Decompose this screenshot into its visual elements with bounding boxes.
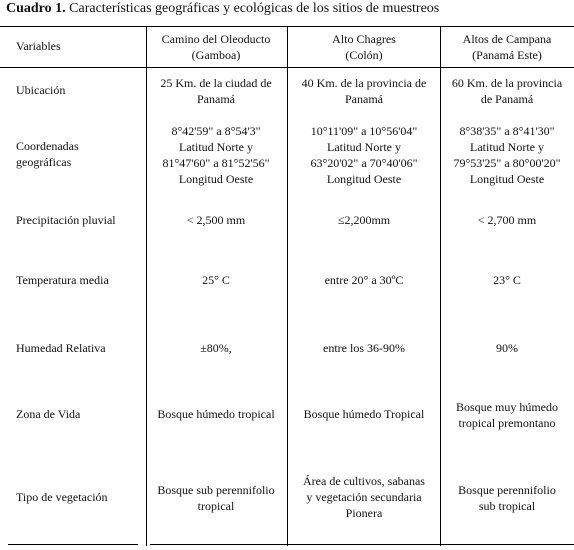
cell-humedad-alto-chagres: entre los 36-90%	[323, 341, 405, 355]
cell-precipitacion-gamboa: < 2,500 mm	[186, 213, 246, 227]
row-label-zona-de-vida: Zona de Vida	[16, 407, 81, 421]
bottom-rule-right	[150, 544, 574, 545]
caption-number: Cuadro 1.	[6, 1, 66, 16]
cell-zona-altos-campana: Bosque muy húmedo tropical premontano	[456, 400, 558, 430]
cell-humedad-altos-campana: 90%	[496, 341, 518, 355]
cell-ubicacion-alto-chagres: 40 Km. de la provincia de Panamá	[301, 76, 427, 106]
table-caption	[6, 1, 439, 17]
header-variables: Variables	[16, 39, 61, 53]
cell-zona-alto-chagres: Bosque húmedo Tropical	[303, 407, 425, 421]
cell-precipitacion-altos-campana: < 2,700 mm	[477, 213, 537, 227]
cell-ubicacion-altos-campana: 60 Km. de la provincia de Panamá	[451, 76, 563, 106]
row-label-tipo-vegetacion: Tipo de vegetación	[16, 490, 108, 504]
header-site-alto-chagres: Alto Chagres (Colón)	[332, 32, 396, 62]
cell-coordenadas-alto-chagres: 10°11'09" a 10°56'04" Latitud Norte y 63°20'02" a 70°40'06" Longitud Oeste	[310, 124, 418, 186]
cell-precipitacion-alto-chagres: ≤2,200mm	[337, 213, 391, 227]
caption-text: Características geográficas y ecológicas de los sitios de muestreos	[65, 1, 440, 16]
cell-humedad-gamboa: ±80%,	[200, 341, 232, 355]
row-label-coordenadas: Coordenadas geográficas	[16, 139, 79, 169]
cell-temperatura-gamboa: 25° C	[202, 273, 230, 287]
cell-vegetacion-gamboa: Bosque sub perennifolio tropical	[157, 483, 275, 513]
row-label-ubicacion: Ubicación	[16, 83, 66, 97]
cell-temperatura-altos-campana: 23° C	[493, 273, 521, 287]
row-label-humedad: Humedad Relativa	[16, 341, 106, 355]
header-site-gamboa: Camino del Oleoducto (Gamboa)	[161, 32, 271, 62]
header-site-altos-campana: Altos de Campana (Panamá Este)	[462, 32, 552, 62]
bottom-rule-left	[8, 544, 138, 545]
cell-zona-gamboa: Bosque húmedo tropical	[157, 407, 275, 421]
row-label-temperatura: Temperatura media	[16, 273, 109, 287]
cell-vegetacion-altos-campana: Bosque perennifolio sub tropical	[458, 483, 556, 513]
cell-vegetacion-alto-chagres: Área de cultivos, sabanas y vegetación secundaria Pionera	[303, 474, 425, 520]
cell-coordenadas-altos-campana: 8°38'35" a 8°41'30" Latitud Norte y 79°53'25" a 80°00'20" Longitud Oeste	[453, 124, 561, 186]
cell-ubicacion-gamboa: 25 Km. de la ciudad de Panamá	[160, 76, 272, 106]
row-label-precipitacion: Precipitación pluvial	[16, 213, 116, 227]
cell-temperatura-alto-chagres: entre 20° a 30ºC	[324, 273, 404, 287]
cell-coordenadas-gamboa: 8°42'59" a 8°54'3" Latitud Norte y 81°47'60" a 81°52'56" Longitud Oeste	[162, 124, 270, 186]
